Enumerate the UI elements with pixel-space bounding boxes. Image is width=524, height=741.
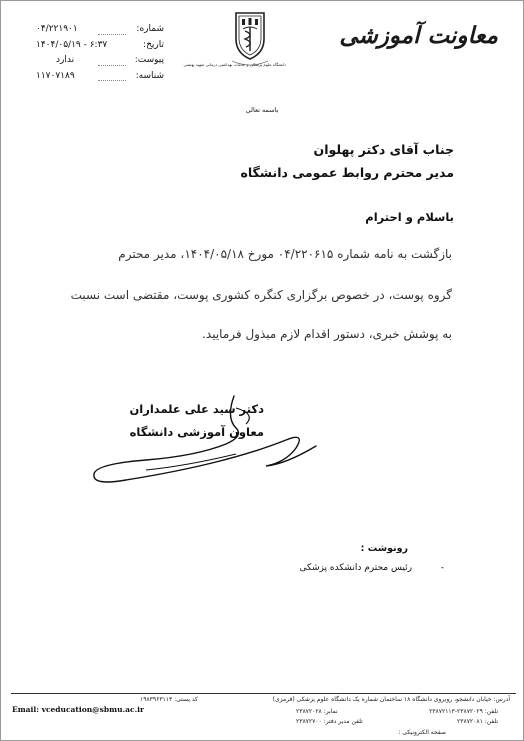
meta-attachment-value: ندارد [56, 55, 75, 65]
footer-email: Email: vceducation@sbmu.ac.ir [12, 705, 144, 714]
meta-row [28, 53, 164, 69]
meta-attachment-label: پیوست: [134, 55, 164, 65]
footer-postal-code: کد پستی: ۱۹۸۳۹۶۳۱۱۳ [140, 696, 198, 703]
invocation: باسمه تعالی [245, 106, 279, 114]
meta-number-value: ۰۴/۲۲۱۹۰۱ [36, 24, 78, 34]
cc-item: رئیس محترم دانشکده پزشکی [299, 563, 412, 573]
cc-heading: رونوشت : [360, 543, 408, 554]
handwritten-signature [86, 378, 326, 488]
footer-phone: تلفن: ۲۳۸۷۲۰۲۹-۲۳۸۷۲۱۱۳ [429, 708, 498, 715]
footer-address: آدرس: خیابان دانشجو، روبروی دانشگاه ۱۸ ساختمان شماره یک دانشگاه علوم پزشکی (قرمزی) [272, 696, 510, 703]
footer-phone-2: تلفن: ۲۳۸۷۲۰۸۱ [457, 718, 498, 725]
body-line: گروه پوست، در خصوص برگزاری کنگره کشوری پوست، مقتضی است نسبت [70, 288, 452, 302]
footer-office-phone: تلفن مدیر دفتر: ۲۳۸۷۲۷۰۰ [296, 718, 363, 725]
meta-id-label: شناسه: [135, 70, 164, 81]
signer-name: دکتر سید علی علمداران [129, 402, 264, 416]
footer-fax: نمابر: ۲۳۸۷۲۰۲۸ [296, 708, 338, 715]
recipient-title: مدیر محترم روابط عمومی دانشگاه [240, 165, 454, 180]
body-line: به پوشش خبری، دستور اقدام لازم مبذول فرمایید. [202, 327, 452, 341]
cc-bullet: - [440, 563, 444, 573]
meta-row [28, 22, 164, 38]
meta-date-label: تاریخ: [143, 39, 164, 50]
greeting: باسلام و احترام [365, 210, 454, 224]
body-line: بازگشت به نامه شماره ۰۴/۲۲۰۶۱۵ مورخ ۱۴۰۴/۰۵/۱۸، مدیر محترم [118, 247, 452, 261]
recipient-name: جناب آقای دکتر پهلوان [313, 142, 454, 157]
meta-number-label: شماره: [136, 24, 164, 34]
meta-row [28, 69, 164, 85]
signer-title: معاون آموزشی دانشگاه [129, 425, 264, 439]
footer-divider [11, 693, 516, 694]
meta-date-value: ۱۴۰۴/۰۵/۱۹ - ۶:۳۷ [36, 39, 108, 50]
meta-id-value: ۱۱۷۰۷۱۸۹ [36, 70, 75, 81]
brand-title: معاونت آموزشی [339, 22, 498, 49]
university-logo [228, 9, 272, 69]
footer-web: صفحه الکترونیکی : [398, 729, 446, 736]
meta-row [28, 38, 164, 54]
letter-meta [28, 22, 164, 84]
logo-caption: دانشگاه علوم پزشکی و خدمات بهداشتی درمانی شهید بهشتی [183, 62, 286, 67]
